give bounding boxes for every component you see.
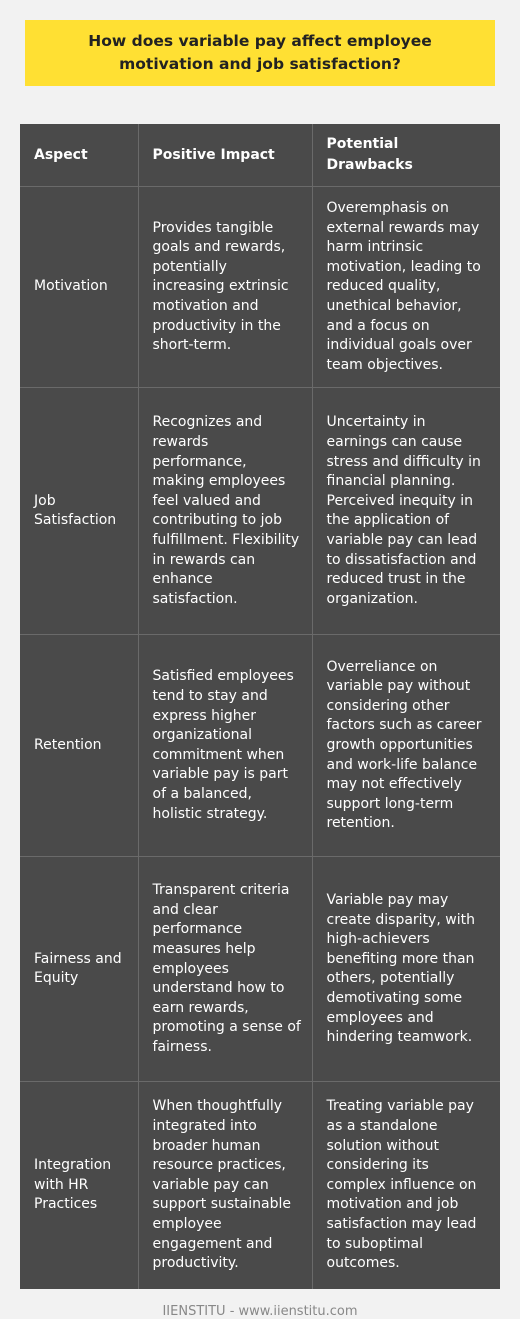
aspect-cell: Retention (20, 635, 138, 857)
drawbacks-cell: Treating variable pay as a standalone solution without considering its complex influence on motivation and job satisfaction may lead to suboptimal outcomes. (312, 1082, 500, 1289)
drawbacks-cell: Variable pay may create disparity, with high-achievers benefiting more than others, potentially demotivating some employees and hindering teamwork. (312, 857, 500, 1082)
drawbacks-cell: Overemphasis on external rewards may harm intrinsic motivation, leading to reduced quality, unethical behavior, and a focus on individual goals over team objectives. (312, 187, 500, 388)
column-header-aspect: Aspect (20, 124, 138, 187)
column-header-positive-impact: Positive Impact (138, 124, 312, 187)
positive-impact-cell: Satisfied employees tend to stay and express higher organizational commitment when variable pay is part of a balanced, holistic strategy. (138, 635, 312, 857)
comparison-table (20, 124, 500, 1289)
aspect-cell: Integration with HR Practices (20, 1082, 138, 1289)
table-row (20, 1082, 500, 1289)
drawbacks-cell: Uncertainty in earnings can cause stress and difficulty in financial planning. Perceived inequity in the application of variable pay can lead to dissatisfaction and reduced trust in the organization. (312, 388, 500, 635)
title-banner (25, 20, 495, 86)
page-title: How does variable pay affect employee motivation and job satisfaction? (88, 32, 432, 73)
positive-impact-cell: Transparent criteria and clear performance measures help employees understand how to earn rewards, promoting a sense of fairness. (138, 857, 312, 1082)
table-row (20, 388, 500, 635)
table-header-row (20, 124, 500, 187)
column-header-potential-drawbacks: Potential Drawbacks (312, 124, 500, 187)
aspect-cell: Job Satisfaction (20, 388, 138, 635)
positive-impact-cell: Provides tangible goals and rewards, potentially increasing extrinsic motivation and productivity in the short-term. (138, 187, 312, 388)
table-row (20, 857, 500, 1082)
aspect-cell: Motivation (20, 187, 138, 388)
table-row (20, 635, 500, 857)
drawbacks-cell: Overreliance on variable pay without considering other factors such as career growth opportunities and work-life balance may not effectively support long-term retention. (312, 635, 500, 857)
aspect-cell: Fairness and Equity (20, 857, 138, 1082)
positive-impact-cell: When thoughtfully integrated into broader human resource practices, variable pay can support sustainable employee engagement and productivity. (138, 1082, 312, 1289)
positive-impact-cell: Recognizes and rewards performance, making employees feel valued and contributing to job fulfillment. Flexibility in rewards can enhance satisfaction. (138, 388, 312, 635)
footer-credit: IIENSTITU - www.iienstitu.com (162, 1304, 358, 1319)
table-row (20, 187, 500, 388)
